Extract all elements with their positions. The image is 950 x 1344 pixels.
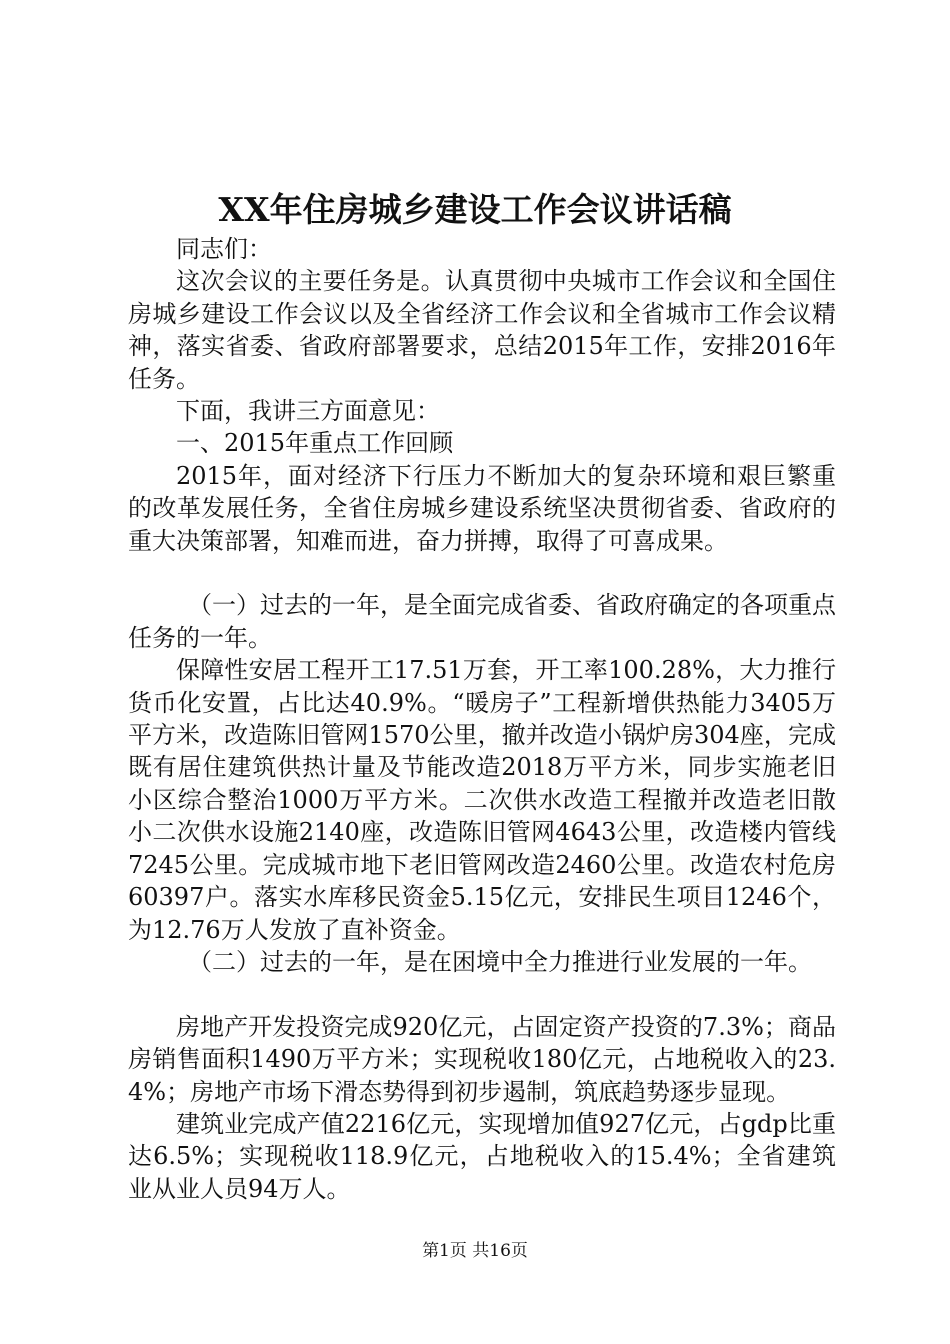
paragraph-outline: 下面，我讲三方面意见：	[176, 397, 440, 426]
paragraph-real-estate: 房地产开发投资完成920亿元，占固定资产投资的7.3%；商品房销售面积1490万平方米；实现税收180亿元，占地税收入的23.4%；房地产市场下滑态势得到初步遏制，筑底趋势逐步显现。	[128, 1012, 836, 1106]
paragraph-housing: 保障性安居工程开工17.51万套，开工率100.28%，大力推行货币化安置，占比达40.9%。“暖房子”工程新增供热能力3405万平方米，改造陈旧管网1570公里，撤并改造小锅炉房304座，完成既有居住建筑供热计量及节能改造2018万平方米，同步实施老旧小区综合整治1000万平方米。二次供水改造工程撤并改造老旧散小二次供水设施2140座，改造陈旧管网4643公里，改造楼内管线7245公里。完成城市地下老旧管网改造2460公里。改造农村危房60397户。落实水库移民资金5.15亿元，安排民生项目1246个，为12.76万人发放了直补资金。	[128, 656, 836, 944]
document-body	[128, 233, 836, 1205]
paragraph-review: 2015年，面对经济下行压力不断加大的复杂环境和艰巨繁重的改革发展任务，全省住房城乡建设系统坚决贯彻省委、省政府的重大决策部署，知难而进，奋力拼搏，取得了可喜成果。	[128, 461, 836, 555]
subsection-heading-1: （一）过去的一年，是全面完成省委、省政府确定的各项重点任务的一年。	[128, 591, 836, 652]
subsection-heading-2: （二）过去的一年，是在困境中全力推进行业发展的一年。	[188, 947, 812, 976]
page-number-footer: 第1页 共16页	[422, 1241, 528, 1261]
paragraph-gap	[128, 978, 836, 1010]
paragraph-gap	[128, 557, 836, 589]
paragraph-intro: 这次会议的主要任务是。认真贯彻中央城市工作会议和全国住房城乡建设工作会议以及全省经济工作会议和全省城市工作会议精神，落实省委、省政府部署要求，总结2015年工作，安排2016年任务。	[128, 267, 836, 393]
document-title: XX年住房城乡建设工作会议讲话稿	[218, 190, 732, 229]
paragraph-construction: 建筑业完成产值2216亿元，实现增加值927亿元，占gdp比重达6.5%；实现税收118.9亿元，占地税收入的15.4%；全省建筑业从业人员94万人。	[128, 1109, 836, 1203]
salutation: 同志们：	[176, 235, 272, 263]
section-heading-1: 一、2015年重点工作回顾	[176, 429, 454, 458]
